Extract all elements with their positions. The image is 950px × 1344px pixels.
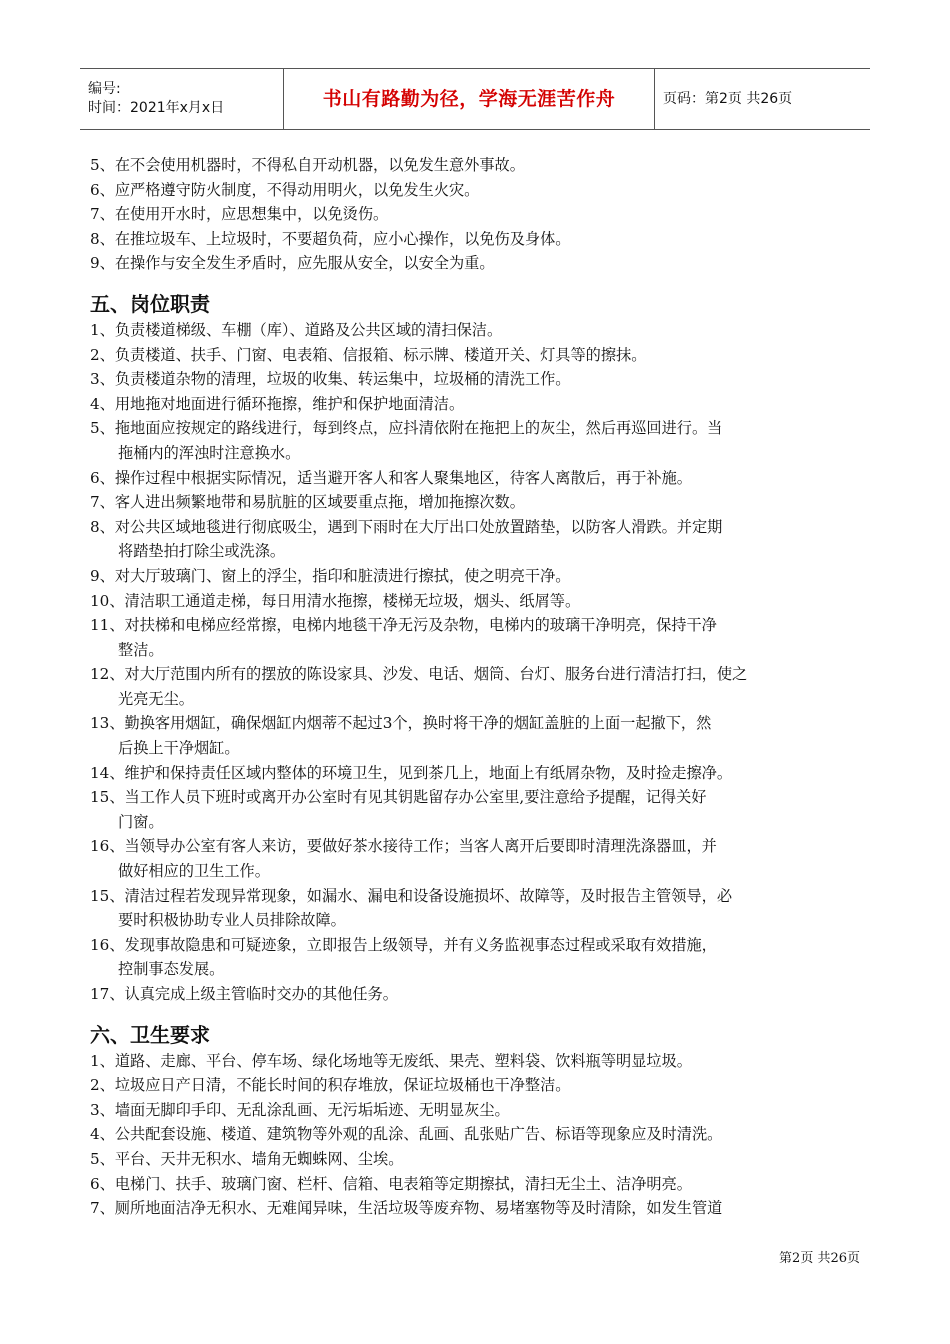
list-item-line: 14、维护和保持责任区域内整体的环境卫生，见到茶几上，地面上有纸屑杂物，及时捡走擦净。 — [90, 763, 733, 782]
list-item: 6、电梯门、扶手、玻璃门窗、栏杆、信箱、电表箱等定期擦拭，清扫无尘土、洁净明亮。 — [90, 1174, 692, 1193]
header-center — [283, 69, 655, 129]
page-header — [80, 68, 870, 130]
list-item — [90, 490, 870, 515]
section-heading-hygiene: 六、卫生要求 — [90, 1022, 210, 1047]
list-item — [90, 711, 870, 760]
list-item-line: 16、发现事故隐患和可疑迹象，立即报告上级领导，并有义务监视事态过程或采取有效措施， — [90, 935, 717, 954]
header-left — [80, 69, 283, 129]
list-item-line: 15、当工作人员下班时或离开办公室时有见其钥匙留存办公室里,要注意给予提醒，记得关好 — [90, 788, 707, 807]
list-item-line: 15、清洁过程若发现异常现象，如漏水、漏电和设备设施损坏、故障等，及时报告主管领导，必 — [90, 886, 733, 905]
page-footer: 第2页 共26页 — [779, 1251, 860, 1266]
list-item — [90, 761, 870, 786]
list-item — [90, 392, 870, 417]
list-item-line: 拖桶内的浑浊时注意换水。 — [118, 443, 301, 462]
list-item — [90, 515, 870, 564]
list-item-line: 13、勤换客用烟缸，确保烟缸内烟蒂不起过3个，换时将干净的烟缸盖脏的上面一起撤下，然 — [90, 714, 712, 733]
list-item-line: 控制事态发展。 — [118, 960, 225, 979]
header-right — [655, 69, 870, 129]
intro-list — [90, 153, 870, 276]
list-item-line: 整洁。 — [118, 640, 164, 659]
list-item — [90, 933, 870, 982]
list-item — [90, 416, 870, 465]
list-item — [90, 982, 870, 1007]
list-item — [90, 589, 870, 614]
section-heading-duties: 五、岗位职责 — [90, 291, 210, 316]
list-item-line: 光亮无尘。 — [118, 689, 194, 708]
list-item-line: 门窗。 — [118, 812, 164, 831]
list-item-line: 5、拖地面应按规定的路线进行，每到终点，应抖清依附在拖把上的灰尘，然后再巡回进行。当 — [90, 419, 723, 438]
list-item-line: 将踏垫拍打除尘或洗涤。 — [118, 542, 286, 561]
list-item-line: 做好相应的卫生工作。 — [118, 862, 270, 881]
list-item: 9、在操作与安全发生矛盾时，应先服从安全，以安全为重。 — [90, 254, 495, 273]
list-item: 7、在使用开水时，应思想集中，以免烫伤。 — [90, 205, 389, 224]
list-item-line: 11、对扶梯和电梯应经常擦，电梯内地毯干净无污及杂物，电梯内的玻璃干净明亮，保持干净 — [90, 616, 717, 635]
list-item: 7、厕所地面洁净无积水、无难闻异味，生活垃圾等废弃物、易堵塞物等及时清除，如发生管道 — [90, 1199, 723, 1218]
list-item — [90, 834, 870, 883]
list-item: 1、道路、走廊、平台、停车场、绿化场地等无废纸、果壳、塑料袋、饮料瓶等明显垃圾。 — [90, 1051, 692, 1070]
hygiene-list — [90, 1049, 870, 1221]
list-item-line: 2、负责楼道、扶手、门窗、电表箱、信报箱、标示牌、楼道开关、灯具等的擦抹。 — [90, 345, 647, 364]
list-item-line: 4、用地拖对地面进行循环拖擦，维护和保护地面清洁。 — [90, 394, 465, 413]
list-item: 2、垃圾应日产日清，不能长时间的积存堆放，保证垃圾桶也干净整洁。 — [90, 1076, 571, 1095]
list-item: 8、在推垃圾车、上垃圾时，不要超负荷，应小心操作，以免伤及身体。 — [90, 229, 571, 248]
list-item — [90, 662, 870, 711]
duties-list — [90, 318, 870, 1007]
list-item-line: 6、操作过程中根据实际情况，适当避开客人和客人聚集地区，待客人离散后，再于补施。 — [90, 468, 692, 487]
list-item-line: 后换上干净烟缸。 — [118, 739, 240, 758]
list-item — [90, 343, 870, 368]
doc-time-label: 时间：2021年x月x日 — [88, 100, 225, 116]
list-item — [90, 318, 870, 343]
list-item-line: 7、客人进出频繁地带和易肮脏的区域要重点拖，增加拖擦次数。 — [90, 493, 525, 512]
list-item — [90, 564, 870, 589]
list-item — [90, 884, 870, 933]
doc-number-label: 编号: — [88, 81, 121, 97]
list-item — [90, 613, 870, 662]
list-item: 4、公共配套设施、楼道、建筑物等外观的乱涂、乱画、乱张贴广告、标语等现象应及时清洗。 — [90, 1125, 723, 1144]
document-body — [90, 153, 870, 1221]
list-item: 5、在不会使用机器时，不得私自开动机器，以免发生意外事故。 — [90, 156, 525, 174]
page-number-label: 页码：第2页 共26页 — [663, 90, 793, 107]
list-item: 3、墙面无脚印手印、无乱涂乱画、无污垢垢迹、无明显灰尘。 — [90, 1100, 510, 1119]
list-item: 6、应严格遵守防火制度，不得动用明火，以免发生火灾。 — [90, 180, 480, 199]
list-item-line: 要时积极协助专业人员排除故障。 — [118, 911, 346, 930]
list-item-line: 10、清洁职工通道走梯，每日用清水拖擦，楼梯无垃圾，烟头、纸屑等。 — [90, 591, 581, 610]
list-item — [90, 466, 870, 491]
list-item: 5、平台、天井无积水、墙角无蜘蛛网、尘埃。 — [90, 1149, 404, 1168]
list-item — [90, 785, 870, 834]
list-item-line: 12、对大厅范围内所有的摆放的陈设家具、沙发、电话、烟筒、台灯、服务台进行清洁打扫，使之 — [90, 665, 748, 684]
list-item-line: 17、认真完成上级主管临时交办的其他任务。 — [90, 985, 398, 1003]
list-item-line: 1、负责楼道梯级、车棚（库）、道路及公共区域的清扫保洁。 — [90, 320, 503, 339]
list-item — [90, 367, 870, 392]
list-item-line: 8、对公共区域地毯进行彻底吸尘，遇到下雨时在大厅出口处放置踏垫，以防客人滑跌。并定期 — [90, 517, 723, 536]
list-item-line: 3、负责楼道杂物的清理，垃圾的收集、转运集中，垃圾桶的清洗工作。 — [90, 370, 571, 389]
list-item-line: 16、当领导办公室有客人来访，要做好茶水接待工作；当客人离开后要即时清理洗涤器皿，并 — [90, 837, 717, 856]
header-motto: 书山有路勤为径，学海无涯苦作舟 — [322, 87, 616, 110]
list-item-line: 9、对大厅玻璃门、窗上的浮尘，指印和脏渍进行擦拭，使之明亮干净。 — [90, 566, 571, 585]
